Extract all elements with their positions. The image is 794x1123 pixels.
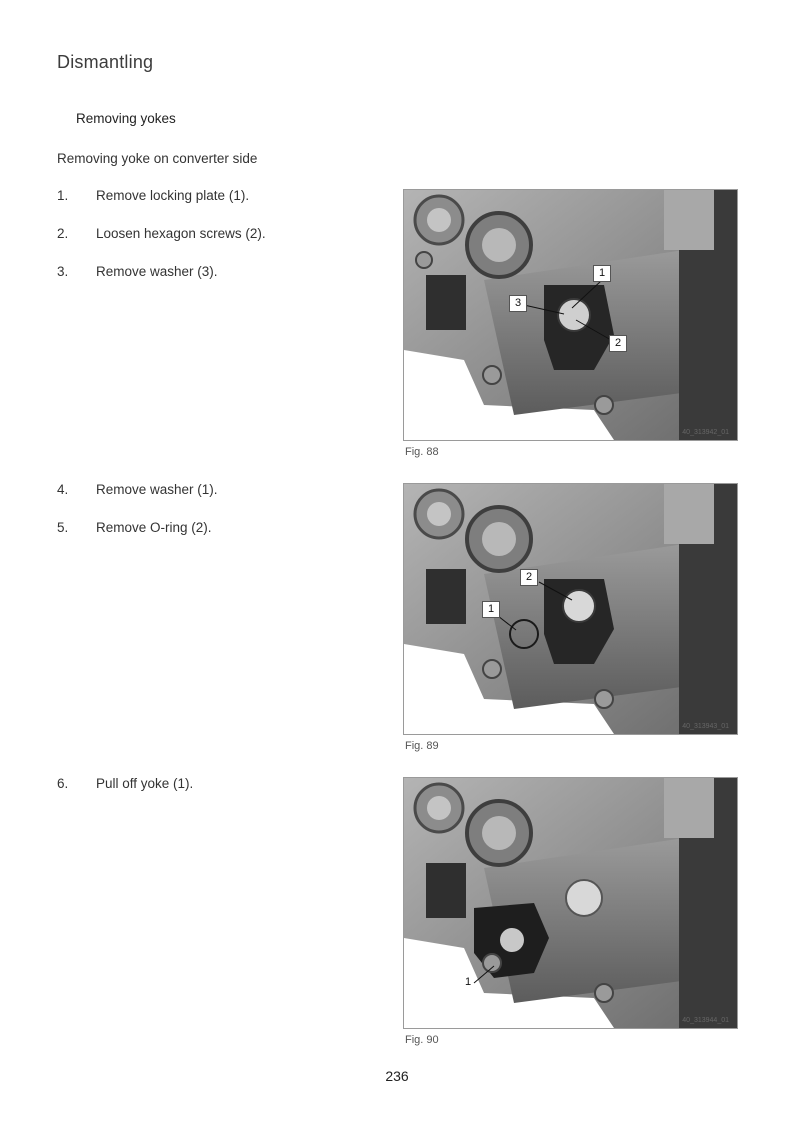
figure-caption: Fig. 89 bbox=[405, 740, 439, 752]
figure-caption: Fig. 88 bbox=[405, 446, 439, 458]
step-number: 3. bbox=[57, 264, 69, 279]
step-text: Pull off yoke (1). bbox=[96, 776, 194, 791]
subsection-title: Removing yoke on converter side bbox=[57, 151, 258, 166]
step-text: Remove O-ring (2). bbox=[96, 520, 212, 535]
step-number: 2. bbox=[57, 226, 69, 241]
callout-label: 1 bbox=[482, 601, 500, 618]
chapter-title: Dismantling bbox=[57, 52, 154, 72]
callout-label: 1 bbox=[465, 976, 472, 988]
callout-label: 2 bbox=[609, 335, 627, 352]
figure-image-id: 40_313944_01 bbox=[682, 1017, 729, 1024]
step-number: 4. bbox=[57, 482, 69, 497]
step-item bbox=[57, 264, 218, 279]
transmission-housing-illustration bbox=[404, 484, 737, 734]
transmission-housing-illustration bbox=[404, 778, 737, 1028]
figure-image-id: 40_313943_01 bbox=[682, 723, 729, 730]
step-number: 1. bbox=[57, 188, 69, 203]
figure-88 bbox=[403, 189, 738, 441]
step-item bbox=[57, 188, 249, 203]
step-item bbox=[57, 482, 218, 497]
step-item bbox=[57, 520, 212, 535]
figure-caption: Fig. 90 bbox=[405, 1034, 439, 1046]
callout-label: 1 bbox=[593, 265, 611, 282]
figure-89 bbox=[403, 483, 738, 735]
section-title: Removing yokes bbox=[76, 111, 176, 126]
figure-image-id: 40_313942_01 bbox=[682, 429, 729, 436]
step-number: 6. bbox=[57, 776, 69, 791]
transmission-housing-illustration bbox=[404, 190, 737, 440]
step-text: Remove locking plate (1). bbox=[96, 188, 250, 203]
step-item bbox=[57, 226, 266, 241]
step-text: Loosen hexagon screws (2). bbox=[96, 226, 266, 241]
step-number: 5. bbox=[57, 520, 69, 535]
figure-90 bbox=[403, 777, 738, 1029]
step-text: Remove washer (1). bbox=[96, 482, 218, 497]
callout-label: 2 bbox=[520, 569, 538, 586]
step-text: Remove washer (3). bbox=[96, 264, 218, 279]
step-item bbox=[57, 776, 193, 791]
callout-label: 3 bbox=[509, 295, 527, 312]
page-number: 236 bbox=[385, 1068, 409, 1084]
